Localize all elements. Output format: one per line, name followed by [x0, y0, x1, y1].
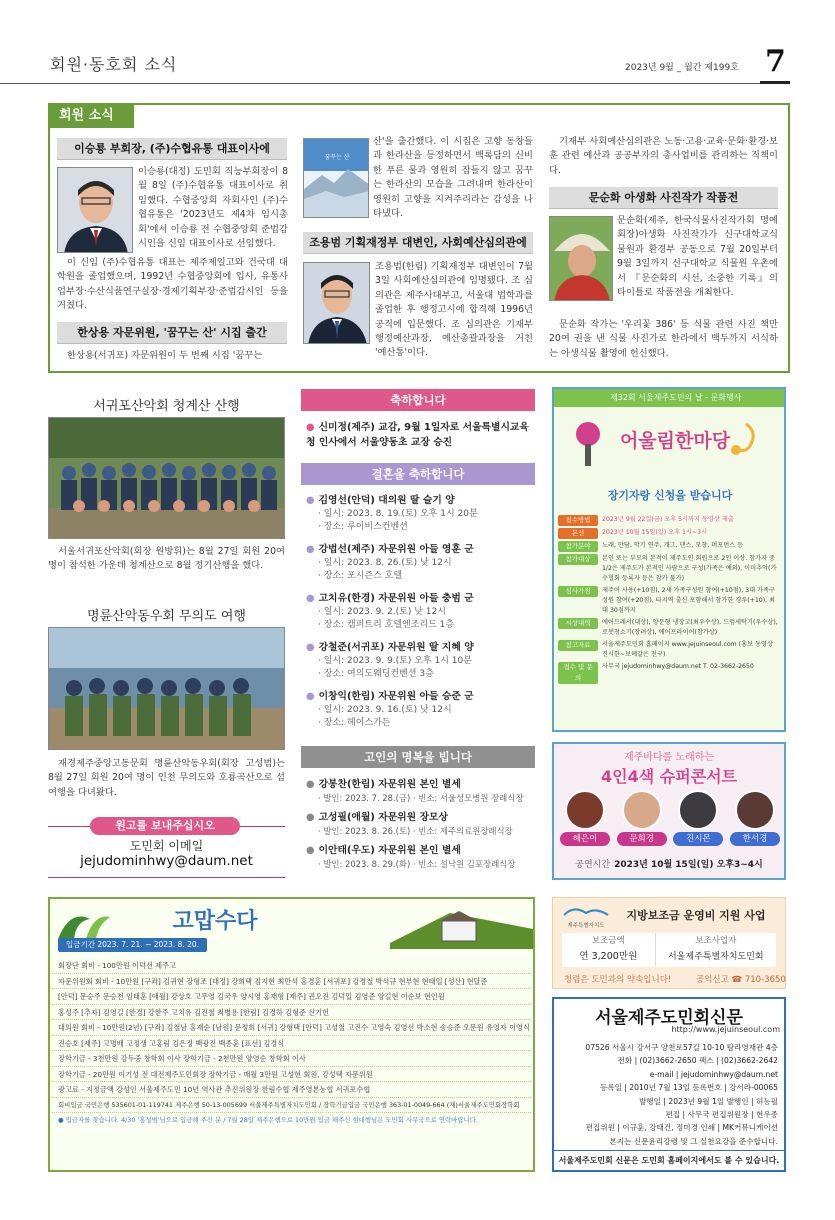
thanks-row: 회장단 회비 - 100만원 이덕선 제주고 — [52, 958, 531, 974]
bullet-dot-icon: ● — [306, 845, 315, 856]
weddings-list — [306, 494, 534, 739]
story3-body: 조용범(한림) 기획재정부 대변인이 7월 3일 사회예산심의관에 임명됐다. 조 심의관은 제주사대부고, 서울대 법학과를 졸업한 후 행정고시에 합격해 1996년 공직에 입문했다. 조 심의관은 기재부 행정예산과장, 예산총괄과장을 거친 '예산통'이다. — [375, 261, 533, 359]
club2-photo — [48, 627, 285, 750]
poster-title: 어울림한마당 — [619, 430, 731, 452]
wedding-title: 이창익(한림) 자문위원 아들 승준 군 — [318, 691, 474, 702]
masthead-line: 본지는 신문윤리강령 및 그 실천요강을 준수합니다. — [609, 1136, 778, 1146]
masthead-line: 07526 서울시 강서구 양천로57길 10-10 탐라영재관 4층 — [585, 1043, 778, 1052]
bullet-dot-icon: ● — [306, 812, 315, 823]
story3-body-cont: 기재부 사회예산심의관은 노동·고용·교육·문화·환경·보훈 관련 예산과 공공부자의 총사업비를 관리하는 직책이다. — [549, 136, 778, 176]
congrats-banner: 축하합니다 — [301, 389, 535, 411]
condolences-list — [306, 778, 534, 877]
club1-title: 서귀포산악회 청계산 산행 — [48, 395, 285, 418]
wedding-date: · 일시: 2023. 8. 26.(토) 낮 12시 — [318, 558, 452, 568]
condolence-item — [306, 844, 534, 877]
thanks-row: ● 입금자를 찾습니다. 4/30 '홍성범'님으로 입금해 주신 분 / 7월 28일 제주은행으로 10만원 입금 해주신 현대행님은 도민회 사무국으로 연락바랍니다. — [58, 1116, 478, 1124]
poster-row-tag: 참가대상 — [558, 554, 598, 565]
story1-body-lead: 이승룡(대정) 도민회 직능부회장이 8월 8일 (주)수협유통 대표이사로 취임했다. 수협중앙회 자회사인 (주)수협유통은 '2023년도 제4차 임시총회'에서 이승룡 전 수협중앙회 준법감시인을 신임 대표이사로 선임했다. — [138, 166, 288, 250]
contrib-line1: 도민회 이메일 — [129, 839, 204, 853]
condolence-detail: · 발인: 2023. 8. 29.(화) · 빈소: 설낙원 김포장례식장 — [318, 859, 516, 869]
portrait-icon — [58, 168, 133, 253]
poster-row — [558, 662, 780, 684]
poster-row — [558, 541, 780, 552]
poster-row-text: 사무국 jejudominhwy@daum.net T. 02-3662-2650 — [602, 663, 754, 670]
club1-caption: 서울서귀포산악회(회장 원방휘)는 8월 27일 회원 20여 명이 참석한 가운데 청계산으로 8월 정기산행을 했다. — [48, 546, 285, 572]
thanks-row: 장학기금 - 3천만원 강두중 창학회 이사 장학기금 - 2천만원 양영순 창학회 이사 — [52, 1051, 531, 1067]
singer-name: 문희경 — [617, 832, 667, 846]
singer-name: 한서경 — [730, 832, 780, 846]
subsidy-title: 지방보조금 운영비 지원 사업 — [626, 909, 766, 922]
bullet-dot-icon: ● — [306, 779, 315, 790]
bullet-dot-icon: ● — [306, 422, 315, 433]
poster-row-tag: 본선 — [558, 528, 598, 539]
singer-photo-icon — [735, 790, 775, 830]
poster-row-text: 노래, 만담, 악기 연주, 개그, 댄스, 모창, 퍼포먼스 등 — [602, 542, 744, 549]
condolence-item — [306, 811, 534, 844]
page-header — [0, 0, 835, 90]
subsidy-slogan: 청렴은 도민과의 약속입니다! — [564, 975, 672, 985]
poster-row — [558, 515, 780, 526]
poster-row-tag: 참고자료 — [558, 640, 598, 651]
bullet-dot-icon: ● — [306, 544, 315, 555]
wedding-place: · 장소: 캠퍼트리 호텔엔조리드 1층 — [318, 620, 455, 630]
wedding-item — [306, 494, 534, 543]
poster-subtitle: 장기자랑 신청을 받습니다 — [607, 489, 733, 502]
thanks-rows — [52, 958, 531, 1129]
condolence-detail: · 발인: 2023. 7. 28.(금) · 빈소: 서울성모병원 장례식장 — [318, 793, 524, 803]
singer-card — [730, 790, 780, 850]
story4-body2: 문순화 작가는 '우리꽃 386' 등 식물 관련 사진 책만 20여 권을 낸 식물 사진가로 한라에서 백두까지 서식하는 아생식물 촬영에 헌신했다. — [549, 319, 778, 359]
masthead-url[interactable]: http://www.jejuinseoul.com — [671, 1025, 780, 1034]
concert-title: 4인4색 슈퍼콘서트 — [600, 767, 738, 786]
bullet-dot-icon: ● — [306, 691, 315, 702]
concert-footer-value: 2023년 10월 15일(일) 오후3~4시 — [614, 860, 763, 870]
masthead-line: 전화 | (02)3662-2650 팩스 | (02)3662-2642 — [617, 1056, 778, 1066]
story4-title: 문순화 아생화 사진작가 작품전 — [549, 187, 778, 209]
condolence-title: 이안태(우도) 자문위원 본인 별세 — [318, 845, 461, 856]
singer-photo-icon — [565, 790, 605, 830]
poster-row-text: 서울제주도민회 홈페이지 www.jejuinseoul.com (홍보 동영상 진시한~보헤갈은 친구) — [602, 641, 773, 658]
subsidy-table — [562, 933, 776, 967]
subsidy-col2-label: 보조사업자 — [695, 936, 737, 946]
jeju-logo-icon — [560, 905, 612, 917]
masthead-footer: 서울제주도민회 신문은 도민회 홈페이지에서도 볼 수 있습니다. — [554, 1150, 784, 1170]
poster-top-text: 제32회 서울제주도민의 날 - 문화행사 — [610, 393, 742, 402]
poster-row-text: 본인 또는 부모의 본적이 제주도인 회원으로 2인 이상. 참가자 중 1/2은 제주도가 본적인 사람으로 구성(가족은 예외). 이미추억(가수협회 등록자 등은 참가 불가) — [602, 555, 777, 582]
poster-row-text: 2023년 9월 22일(금) 오후 5시까지 동영상 제출 — [602, 516, 734, 523]
weddings-banner: 결혼을 축하합니다 — [301, 463, 535, 485]
group-photo-icon — [49, 418, 285, 539]
masthead-line: 발행일 | 2023년 9월 1일 발행인 | 허능필 — [638, 1096, 778, 1106]
condolences-banner: 고인의 명복을 빕니다 — [301, 746, 535, 768]
thanks-row: [안덕] 문승주 문승천 임태훈 [애월] 강상호 고무영 김국우 양시영 홍재형 [제주] 권오진 김덕일 김영준 양길현 이순보 현인원 — [52, 989, 531, 1005]
thanks-row: 회비입금 국민은행 535601-01-119741 제주은행 50-13-005699 서울제주특별자치도민회 / 장학기금입금 국민은행 363-01-0049-664 (재)서울제주도민회장학회 — [52, 1098, 531, 1114]
masthead-title: 서울제주도민회신문 — [595, 1008, 743, 1028]
poster-top — [554, 389, 784, 407]
masthead-line: 편집위원 | 이규훈, 강태건, 정미경 인쇄 | MK커뮤니케이션 — [585, 1123, 778, 1133]
congrats-item — [306, 420, 534, 450]
poster-row-tag: 시상내역 — [558, 618, 598, 629]
wedding-date: · 일시: 2023. 9. 2.(토) 낮 12시 — [318, 607, 446, 617]
masthead-lines — [556, 1041, 778, 1148]
concert-footer — [552, 857, 786, 870]
header-rule — [0, 83, 760, 84]
poster-row-tag: 접수방법 — [558, 515, 598, 526]
thanks-row: 대의원 회비 - 10만원(2년) [구좌] 김철남 홍재순 [남원] 문정희 [서귀] 강형택 [안덕] 고성철 고진수 고영숙 김영선 박소현 송승준 오문원 유영자 이영식 — [52, 1020, 531, 1036]
singer-name: 혜은이 — [560, 832, 610, 846]
issue-info: 2023년 9월 _ 월간 제199호 — [625, 63, 739, 73]
wedding-title: 강철준(서귀포) 자문위원 딸 지혜 양 — [318, 642, 474, 653]
poster-row-tag: 접수 및 문의 — [558, 662, 598, 684]
wedding-date: · 일시: 2023. 9. 16.(토) 낮 12시 — [318, 705, 452, 715]
thanks-row: 장학기금 - 20만원 이기성 전 대전제주도민회장 장학기금 - 매월 3만원 고성현 회원, 강성택 자문위원 — [52, 1067, 531, 1083]
singer-photo-icon — [678, 790, 718, 830]
subsidy-col2-value: 서울제주특별자치도민회 — [667, 952, 764, 962]
page-number: 7 — [765, 44, 786, 79]
wedding-title: 고치유(한경) 자문위원 아들 충범 군 — [318, 593, 474, 604]
bullet-dot-icon: ● — [306, 642, 315, 653]
wedding-place: · 장소: 루이비스컨벤션 — [318, 522, 408, 532]
story2-body-cont: 산'을 출간했다. 이 시집은 고향 동창들과 한라산을 등정하면서 백록담의 신비한 푸른 물과 영원히 잠들지 않고 꿈꾸는 한라산의 모습을 그려내며 한라산이 영원히 고향을 지켜주리라는 감성을 나타냈다. — [373, 136, 533, 220]
section-title: 회원·동호회 소식 — [50, 55, 178, 74]
story1-title: 이승룡 부회장, (주)수협유통 대표이사에 — [57, 138, 287, 160]
wedding-place: · 장소: 헤이스가든 — [318, 718, 391, 728]
club1-photo — [48, 417, 285, 539]
story4-body: 문순화(제주, 한국식물사진작가회 명예회장)아생화 사진작가가 신구대학교식물원과 환경부 공동으로 7월 20일부터 9월 3일까지 신구대학교 식물원 우촌에서 『문순화의 시선, 소중한 기록』의 타이틀로 작품전을 개최한다. — [617, 215, 778, 299]
singer-row — [560, 790, 780, 850]
poster-row-text: 2023년 10월 15일(일) 오후 1시~3시 — [602, 529, 708, 536]
bullet-dot-icon: ● — [306, 593, 315, 604]
club2-title: 명륜산악동우회 무의도 여행 — [48, 605, 285, 628]
wedding-date: · 일시: 2023. 8. 19.(토) 오후 1시 20분 — [318, 509, 478, 519]
wedding-item — [306, 690, 534, 739]
condolence-detail: · 발인: 2023. 8. 26.(토) · 빈소: 제주의료원장례식장 — [318, 826, 513, 836]
wedding-item — [306, 543, 534, 592]
poster-row-tag: 심사가점 — [558, 586, 598, 597]
wedding-item — [306, 641, 534, 690]
group-photo-icon — [49, 628, 285, 750]
thanks-row: 광고료 - 지정금액 강성인 서울제주도민 10년 역사관 추진위원장 한림수협 제주영본농협 서귀포수협 — [52, 1082, 531, 1098]
singer-card — [560, 790, 610, 850]
poster-row — [558, 618, 780, 638]
singer-card — [673, 790, 723, 850]
subsidy-logo — [560, 902, 612, 929]
poster-row — [558, 586, 780, 616]
thanks-title: 고맙수다 — [172, 909, 258, 934]
subsidy-col2 — [656, 933, 776, 967]
poster-row — [558, 528, 780, 539]
singer-card — [617, 790, 667, 850]
story2-body-lead: 한상용(서귀포) 자문위원이 두 번째 시집 '꿈꾸는 — [67, 350, 263, 361]
subsidy-col1-label: 보조금액 — [591, 936, 625, 946]
subsidy-col1 — [562, 933, 656, 967]
poster-row-tag: 참가분야 — [558, 541, 598, 552]
masthead-line: 편집 | 사무국 편집위원장 | 현우종 — [665, 1110, 778, 1120]
poster-row — [558, 554, 780, 584]
member-news-banner: 회원 소식 — [49, 104, 134, 128]
contrib-banner: 원고를 보내주십시오 — [90, 817, 240, 835]
mountain-icon — [304, 139, 369, 218]
subsidy-col1-value: 연 3,200만원 — [579, 951, 638, 962]
condolence-title: 강봉찬(한림) 자문위원 본인 별세 — [318, 779, 461, 790]
contrib-email[interactable]: jejudominhwy@daum.net — [80, 853, 253, 869]
wedding-title: 김영선(안덕) 대의원 딸 슬기 양 — [318, 495, 455, 506]
condolence-title: 고성필(애월) 자문위원 장모상 — [318, 812, 448, 823]
thanks-row: 홍성주 [추자] 김영길 [한경] 강한주 고치유 김진철 최병용 [한림] 김경하 김형준 신기헌 — [52, 1005, 531, 1021]
thanks-period: 입금기간 2023. 7. 21. ~ 2023. 8. 20. — [58, 938, 207, 952]
condolence-item — [306, 778, 534, 811]
subsidy-logo-text: 제주특별자치도 — [567, 923, 605, 929]
singer-name: 진시몬 — [673, 832, 723, 846]
masthead-line: 등록일 | 2010년 7월 13일 등록번호 | 강서라-00065 — [599, 1083, 778, 1093]
wedding-title: 강법선(제주) 자문위원 아들 영훈 군 — [318, 544, 474, 555]
club2-caption: 재경제주중앙고동문회 명륜산악동우회(회장 고성범)는 8월 27일 회원 20여 명이 인천 무의도와 호룡곡산으로 섬 여행을 다녀왔다. — [48, 758, 285, 798]
poster-row-text: 에어드레서(대상), 양문형 냉장고(최우수상), 드럼세탁기(우수상), 로봇청소기(장려상), 에어프라이어(참가상) — [602, 619, 778, 636]
poster-row — [558, 640, 780, 660]
story3-title: 조용범 기획재정부 대변인, 사회예산심의관에 — [303, 232, 533, 254]
wedding-place: · 장소: 여의도웨딩컨벤션 3층 — [318, 669, 434, 679]
concert-footer-label: 공연시간 — [575, 860, 611, 870]
story1-body-rest: 이 신임 (주)수협유통 대표는 제주제일고와 건국대 대학원을 졸업했으며, 1992년 수협중앙회에 입사, 유통사업부장·수산식품연구실장·경제기획부장·준법감시인 등을 거쳤다. — [57, 257, 288, 312]
concert-top: 제주바다를 노래하는 — [623, 752, 715, 763]
wedding-item — [306, 592, 534, 641]
story2-title: 한상용 자문위원, '꿈꾸는 산' 시집 출간 — [57, 322, 287, 344]
header-rule-accent — [760, 81, 790, 84]
thanks-row: 진승호 [제주] 고명배 고정생 고홍림 김은정 백광진 백종훈 [표선] 김경식 — [52, 1036, 531, 1052]
thanks-row: 자문위원회 회비 - 10만원 [구좌] 김귀현 장형조 [대정] 강희택 김지현 최만석 홍경훈 [서귀포] 강경철 박석규 현부현 현태일 [성산] 현달준 — [52, 974, 531, 990]
poster-row-text: 제주어 사용(+10점), 2세 가족구성원 참여(+10점), 3대 가족구성원 참여(+20점), 타지역 출신 포함해서 참가한 경우(+10), 최대 30점까지 — [602, 587, 776, 614]
wedding-place: · 장소: 포시즌스 호텔 — [318, 571, 403, 581]
singer-photo-icon — [622, 790, 662, 830]
svg-text:꿈꾸는 산: 꿈꾸는 산 — [324, 154, 350, 161]
subsidy-report: 공익신고 ☎ 710-3650 — [696, 975, 786, 985]
masthead-line: e-mail | jejudominhwy@daum.net — [649, 1069, 778, 1079]
wedding-date: · 일시: 2023. 9. 9.(토) 오후 1시 10분 — [318, 656, 472, 666]
story1-photo — [57, 167, 133, 253]
congrats-text: 신미정(제주) 교감, 9월 1일자로 서울특별시교육청 인사에서 서울양동초 교장 승진 — [306, 422, 529, 448]
book-cover-image — [303, 138, 369, 218]
bullet-dot-icon: ● — [306, 495, 315, 506]
poster-rows — [558, 515, 780, 686]
